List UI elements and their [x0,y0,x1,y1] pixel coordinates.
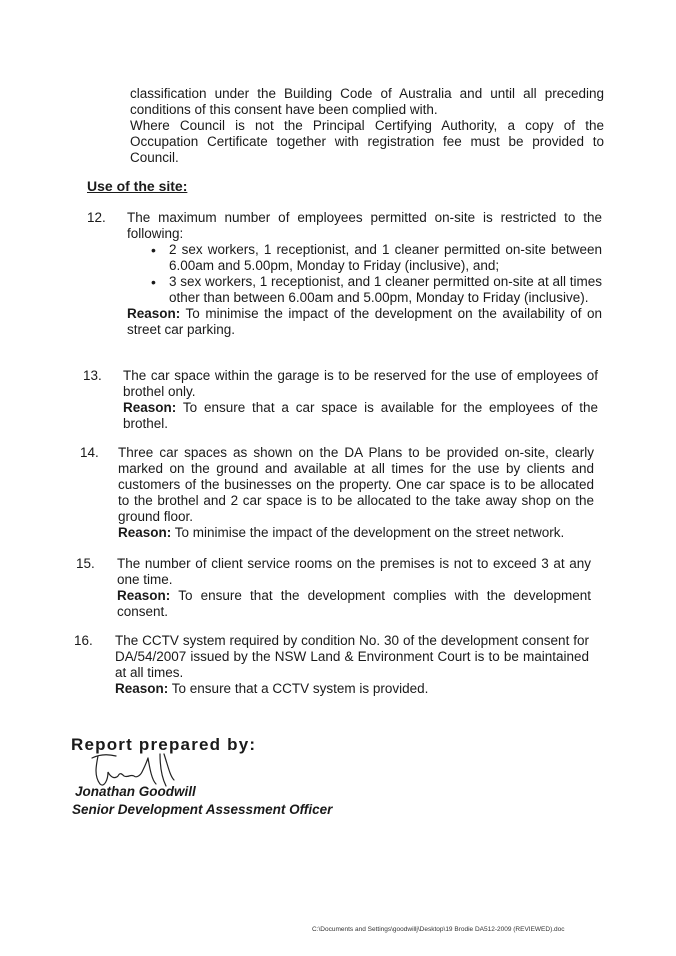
footer-file-path: C:\Documents and Settings\goodwillj\Desktop\19 Brodie DA512-2009 (REVIEWED).doc [312,926,565,933]
reason-text: To ensure that a car space is available for the employees of the brothel. [123,400,598,431]
reason-label: Reason: [115,681,169,696]
condition-reason [117,588,591,620]
reason-text: To ensure that a CCTV system is provided. [171,681,429,696]
reason-label: Reason: [118,525,172,540]
intro-line-2: Where Council is not the Principal Certifying Authority, a copy of the Occupation Certificate together with registration fee must be provided to Council. [130,118,604,165]
condition-body [117,556,591,620]
reason-text: To minimise the impact of the development on the street network. [174,525,565,540]
reason-text: To minimise the impact of the development on the availability of on street car parking. [127,306,602,337]
condition-text: The number of client service rooms on the premises is not to exceed 3 at any one time. [117,556,591,587]
condition-number: 15. [76,556,95,571]
condition-number: 14. [80,445,99,460]
reason-text: To ensure that the development complies with the development consent. [117,588,591,619]
condition-body [115,633,589,697]
condition-body [118,445,594,541]
author-title: Senior Development Assessment Officer [72,802,333,817]
report-prepared-heading: Report prepared by: [71,735,257,754]
condition-number: 12. [87,210,106,225]
condition-text: The maximum number of employees permitted on-site is restricted to the following: [127,210,602,241]
section-heading: Use of the site: [87,178,188,194]
author-name: Jonathan Goodwill [75,784,196,799]
intro-paragraph [130,86,604,166]
condition-text: Three car spaces as shown on the DA Plans to be provided on-site, clearly marked on the ground and available at all times for the use by clients and customers of the businesses on the property. One car space is to be allocated to the brothel and 2 car space is to be allocated to the take away shop on the ground floor. [118,445,594,524]
condition-bullets [147,242,602,306]
condition-text: The car space within the garage is to be reserved for the use of employees of brothel only. [123,368,598,399]
condition-body [123,368,598,432]
condition-text: The CCTV system required by condition No. 30 of the development consent for DA/54/2007 issued by the NSW Land & Environment Court is to be maintained at all times. [115,633,589,680]
condition-reason [115,681,589,697]
condition-reason [123,400,598,432]
intro-line-1: classification under the Building Code of Australia and until all preceding conditions of this consent have been complied with. [130,86,604,117]
condition-body [127,210,602,338]
condition-reason [127,306,602,338]
condition-number: 13. [83,368,102,383]
condition-number: 16. [74,633,93,648]
reason-label: Reason: [117,588,171,603]
reason-label: Reason: [127,306,181,321]
condition-reason [118,525,594,541]
reason-label: Reason: [123,400,177,415]
bullet-item: • 3 sex workers, 1 receptionist, and 1 cleaner permitted on-site at all times other than between 6.00am and 5.00pm, Monday to Friday (inclusive). [147,274,602,306]
bullet-item: • 2 sex workers, 1 receptionist, and 1 cleaner permitted on-site between 6.00am and 5.00pm, Monday to Friday (inclusive), and; [147,242,602,274]
